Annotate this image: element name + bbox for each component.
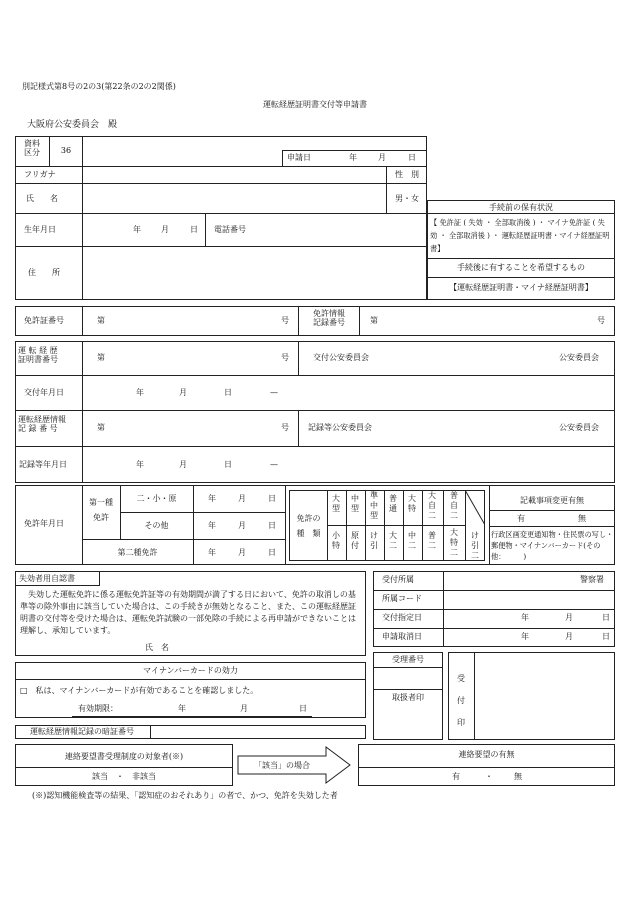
shiryo-label: 資料 区分 — [24, 139, 40, 158]
c1s1-year-unit: 年 — [208, 494, 216, 503]
reception-stamp-label: 受付印 — [457, 674, 465, 727]
c1s2-day-unit: 日 — [268, 521, 276, 530]
kind-top-0: 大型 — [332, 494, 340, 513]
sex-label: 性 別 — [395, 170, 419, 179]
kind-bottom-5: 普二 — [428, 531, 436, 550]
kind-bottom-1: 原付 — [351, 531, 359, 550]
valid-label: 有効期限： — [78, 704, 118, 713]
phone-label: 電話番号 — [214, 225, 246, 234]
sex-options: 男・女 — [395, 194, 419, 203]
apply-date-label: 申請日 — [287, 153, 311, 162]
apply-month-unit: 月 — [378, 153, 386, 162]
issue-day-unit: 日 — [224, 388, 232, 397]
kind-top-4: 大特 — [408, 494, 416, 513]
c1s2-month-unit: 月 — [238, 521, 246, 530]
class2-label: 第二種免許 — [117, 548, 158, 557]
code-label: 所属コード — [382, 594, 422, 603]
form-title: 運転経歴証明書交付等申請書 — [263, 100, 367, 109]
lapsed-name-label: 氏 名 — [145, 643, 169, 652]
changes-note: 行政区画変更通知物・住民票の写し・郵便物・マイナンバーカード(その他： ) — [491, 530, 614, 561]
c2-day-unit: 日 — [268, 548, 276, 557]
pin-label: 運転経歴情報記録の暗証番号 — [30, 727, 134, 736]
c2-month-unit: 月 — [238, 548, 246, 557]
license-dai: 第 — [97, 316, 105, 325]
kind-top-1: 中型 — [351, 494, 359, 513]
issue-month-unit: 月 — [179, 388, 187, 397]
birth-label: 生年月日 — [24, 225, 56, 234]
contact-no: 無 — [514, 772, 522, 781]
license-number-label: 免許証番号 — [24, 316, 64, 325]
before-status-title: 手続前の保有状況 — [489, 203, 553, 212]
issuing-committee-label: 交付公安委員会 — [313, 353, 369, 362]
contact-dot: ・ — [485, 772, 493, 781]
changes-title: 記載事項変更有無 — [520, 496, 584, 505]
name-label: 氏 名 — [26, 194, 58, 203]
kind-bottom-3: 大二 — [389, 531, 397, 550]
kind-bottom-7: け引二 — [471, 531, 479, 560]
reception-label: 受付所属 — [382, 575, 414, 584]
issue-dash: — — [270, 388, 278, 397]
record-dai: 第 — [97, 423, 105, 432]
designated-day-unit: 日 — [602, 613, 610, 622]
kind-top-3: 普通 — [389, 494, 397, 513]
record-year-unit: 年 — [136, 460, 144, 469]
cancel-label: 申請取消日 — [382, 632, 422, 641]
license-info-label: 免許情報 記録番号 — [313, 309, 345, 328]
receipt-number-label: 受理番号 — [392, 655, 424, 664]
kind-diagonal — [465, 490, 485, 525]
contact-yes: 有 — [452, 772, 460, 781]
kind-bottom-0: 小特 — [332, 531, 340, 550]
issue-date-label: 交付年月日 — [24, 388, 64, 397]
c1s1-month-unit: 月 — [238, 494, 246, 503]
kind-top-2: 準中型 — [370, 491, 378, 520]
changes-yes: 有 — [517, 514, 525, 523]
valid-year-unit: 年 — [178, 704, 186, 713]
certificate-number-label: 運 転 経 歴 証明書番号 — [18, 346, 58, 365]
designated-label: 交付指定日 — [382, 613, 422, 622]
c1s1-day-unit: 日 — [268, 494, 276, 503]
kind-bottom-4: 中二 — [408, 531, 416, 550]
lapsed-title: 失効者用自認書 — [19, 574, 75, 583]
after-status-title: 手続後に有することを希望するもの — [457, 263, 585, 272]
birth-month-unit: 月 — [161, 225, 169, 234]
designated-year-unit: 年 — [521, 613, 529, 622]
license-go: 号 — [281, 316, 289, 325]
contact-request-label: 連絡要望の有無 — [458, 750, 515, 759]
record-date-label: 記録等年月日 — [19, 460, 67, 469]
applicant-block — [15, 136, 427, 300]
record-committee-label: 記録等公安委員会 — [308, 423, 372, 432]
contact-target-options: 該当 ・ 非該当 — [92, 772, 156, 781]
cancel-month-unit: 月 — [565, 632, 573, 641]
birth-year-unit: 年 — [133, 225, 141, 234]
kind-top-6: 普自二 — [450, 491, 458, 520]
valid-day-unit: 日 — [299, 704, 307, 713]
class1-sub2: その他 — [144, 521, 169, 530]
info-dai: 第 — [370, 316, 378, 325]
record-number-label: 運転経歴情報 記 録 番 号 — [18, 415, 66, 434]
mynumber-title: マイナンバーカードの効力 — [143, 666, 238, 675]
cert-dai: 第 — [97, 353, 105, 362]
class1-sub1: 二・小・原 — [136, 494, 177, 503]
addressee: 大阪府公安委員会 殿 — [27, 120, 118, 130]
kind-bottom-2: け引 — [370, 531, 378, 550]
furigana-label: フリガナ — [24, 170, 56, 179]
c1s2-year-unit: 年 — [208, 521, 216, 530]
form-reference: 別記様式第8号の2の3(第22条の2の2関係) — [22, 82, 176, 91]
kind-top-5: 大自二 — [428, 491, 436, 520]
certificate-block — [15, 341, 615, 483]
mynumber-check[interactable]: □ 私は、マイナンバーカードが有効であることを確認しました。 — [20, 686, 259, 695]
record-go: 号 — [281, 423, 289, 432]
handler-seal-label: 取扱者印 — [392, 693, 424, 702]
address-label: 住 所 — [28, 268, 60, 277]
record-committee-suffix: 公安委員会 — [559, 423, 599, 432]
c2-year-unit: 年 — [208, 548, 216, 557]
record-day-unit: 日 — [224, 460, 232, 469]
kind-label: 免許の 種 類 — [296, 514, 321, 538]
lapsed-body: 失効した運転免許に係る運転免許証等の有効期間が満了する日において、免許の取消しの基準等の除外事由に該当していた場合は、この手続きが無効となること、また、この運転経歴証明書の交付等を受けた場合は、運転免許試験の一部免除の手続による再申請ができないことは理解し、承知しています。 — [20, 590, 356, 635]
class1-label: 第一種 免許 — [89, 498, 113, 522]
after-status-text: 【運転経歴証明書・マイナ経歴証明書】 — [449, 283, 593, 292]
license-date-label: 免許年月日 — [24, 519, 64, 528]
cert-go: 号 — [281, 353, 289, 362]
apply-day-unit: 日 — [408, 153, 416, 162]
record-dash: — — [270, 460, 278, 469]
issue-year-unit: 年 — [136, 388, 144, 397]
footnote: (※)認知機能検査等の結果、「認知症のおそれあり」の者で、かつ、免許を失効した者 — [32, 791, 338, 800]
kind-bottom-6: 大特二 — [450, 528, 458, 557]
cancel-day-unit: 日 — [602, 632, 610, 641]
valid-month-unit: 月 — [240, 704, 248, 713]
before-status-text: 【 免許証 ( 失効 ・ 全部取消後 ) ・ マイナ免許証 ( 失効 ・ 全部取消後 ) ・ 運転経歴証明書・マイナ経歴証明書】 — [430, 218, 610, 253]
arrow-label: 「該当」の場合 — [254, 761, 310, 770]
changes-no: 無 — [578, 514, 586, 523]
info-go: 号 — [597, 316, 605, 325]
contact-target-label: 連絡要望書受理制度の対象者(※) — [64, 752, 184, 761]
shiryo-value: 36 — [60, 146, 72, 155]
birth-day-unit: 日 — [190, 225, 198, 234]
issuing-committee-suffix: 公安委員会 — [559, 353, 599, 362]
record-month-unit: 月 — [179, 460, 187, 469]
apply-year-unit: 年 — [349, 153, 357, 162]
police-suffix: 警察署 — [580, 575, 604, 584]
designated-month-unit: 月 — [565, 613, 573, 622]
cancel-year-unit: 年 — [521, 632, 529, 641]
